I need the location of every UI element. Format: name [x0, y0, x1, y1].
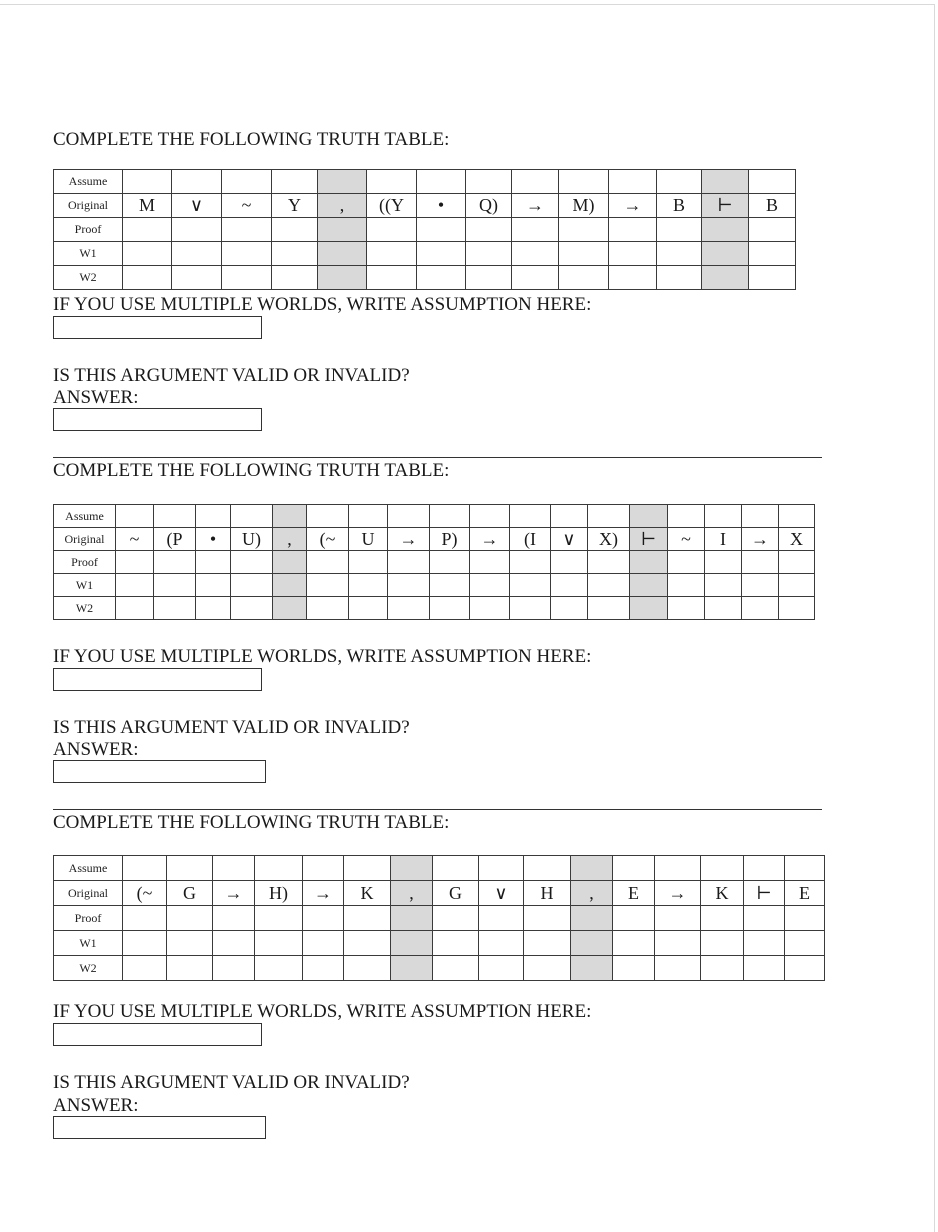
- formula-symbol: Q): [466, 194, 512, 218]
- truth-value-cell[interactable]: [154, 597, 196, 620]
- truth-value-cell[interactable]: [167, 931, 213, 956]
- truth-value-cell[interactable]: [303, 956, 344, 981]
- truth-value-cell[interactable]: [123, 242, 172, 266]
- truth-value-cell[interactable]: [613, 906, 655, 931]
- truth-value-cell[interactable]: [430, 505, 470, 528]
- truth-value-cell[interactable]: [123, 906, 167, 931]
- truth-value-cell[interactable]: [559, 242, 609, 266]
- truth-value-cell[interactable]: [655, 906, 701, 931]
- truth-value-cell[interactable]: [744, 931, 785, 956]
- truth-value-cell[interactable]: [559, 266, 609, 290]
- truth-value-cell[interactable]: [255, 956, 303, 981]
- truth-value-cell[interactable]: [512, 242, 559, 266]
- truth-value-cell[interactable]: [430, 574, 470, 597]
- truth-value-cell[interactable]: [559, 170, 609, 194]
- truth-table-2: [53, 504, 815, 620]
- truth-value-cell[interactable]: [388, 505, 430, 528]
- problem-1-assumption-box[interactable]: [53, 316, 262, 339]
- formula-symbol: E: [785, 881, 825, 906]
- truth-value-cell: [702, 218, 749, 242]
- truth-value-cell[interactable]: [551, 551, 588, 574]
- formula-symbol: M): [559, 194, 609, 218]
- problem-2-multiple-worlds-prompt: IF YOU USE MULTIPLE WORLDS, WRITE ASSUMPTION HERE:: [53, 646, 592, 667]
- truth-table-row-w1: [54, 242, 796, 266]
- truth-value-cell[interactable]: [749, 170, 796, 194]
- truth-value-cell[interactable]: [668, 505, 705, 528]
- formula-symbol: G: [433, 881, 479, 906]
- truth-value-cell: [630, 551, 668, 574]
- row-label: W1: [54, 931, 123, 956]
- truth-value-cell[interactable]: [609, 170, 657, 194]
- truth-value-cell[interactable]: [272, 242, 318, 266]
- formula-symbol: G: [167, 881, 213, 906]
- truth-value-cell[interactable]: [657, 170, 702, 194]
- problem-2-assumption-box[interactable]: [53, 668, 262, 691]
- formula-symbol: K: [344, 881, 391, 906]
- truth-value-cell[interactable]: [196, 574, 231, 597]
- truth-value-cell[interactable]: [588, 597, 630, 620]
- formula-symbol: M: [123, 194, 172, 218]
- row-label: Proof: [54, 906, 123, 931]
- truth-value-cell: [318, 170, 367, 194]
- truth-value-cell[interactable]: [613, 856, 655, 881]
- formula-symbol: U): [231, 528, 273, 551]
- problem-3-multiple-worlds-prompt: IF YOU USE MULTIPLE WORLDS, WRITE ASSUMPTION HERE:: [53, 1001, 592, 1022]
- formula-symbol: K: [701, 881, 744, 906]
- truth-value-cell: [571, 856, 613, 881]
- truth-value-cell[interactable]: [512, 170, 559, 194]
- truth-value-cell[interactable]: [705, 551, 742, 574]
- truth-value-cell[interactable]: [744, 856, 785, 881]
- formula-symbol: X): [588, 528, 630, 551]
- truth-value-cell: [391, 906, 433, 931]
- truth-value-cell[interactable]: [470, 597, 510, 620]
- row-label: W2: [54, 956, 123, 981]
- truth-table-row-proof: [54, 551, 815, 574]
- truth-value-cell[interactable]: [255, 856, 303, 881]
- problem-3-heading: COMPLETE THE FOLLOWING TRUTH TABLE:: [53, 812, 450, 833]
- truth-value-cell[interactable]: [657, 266, 702, 290]
- truth-value-cell[interactable]: [479, 956, 524, 981]
- truth-value-cell[interactable]: [222, 218, 272, 242]
- truth-value-cell: [571, 931, 613, 956]
- truth-value-cell[interactable]: [344, 956, 391, 981]
- truth-value-cell[interactable]: [551, 597, 588, 620]
- formula-symbol: B: [749, 194, 796, 218]
- truth-value-cell[interactable]: [510, 505, 551, 528]
- truth-value-cell[interactable]: [785, 931, 825, 956]
- truth-value-cell: [391, 956, 433, 981]
- row-label: W2: [54, 597, 116, 620]
- truth-value-cell[interactable]: [742, 597, 779, 620]
- truth-value-cell: [571, 956, 613, 981]
- truth-value-cell[interactable]: [701, 931, 744, 956]
- truth-value-cell[interactable]: [524, 906, 571, 931]
- truth-value-cell[interactable]: [388, 597, 430, 620]
- formula-symbol: ~: [222, 194, 272, 218]
- formula-symbol: ∨: [551, 528, 588, 551]
- truth-value-cell[interactable]: [272, 266, 318, 290]
- truth-value-cell[interactable]: [231, 505, 273, 528]
- truth-value-cell[interactable]: [417, 266, 466, 290]
- truth-value-cell[interactable]: [470, 505, 510, 528]
- formula-symbol: H): [255, 881, 303, 906]
- truth-value-cell[interactable]: [701, 906, 744, 931]
- truth-value-cell[interactable]: [123, 218, 172, 242]
- truth-value-cell[interactable]: [123, 266, 172, 290]
- formula-symbol: •: [417, 194, 466, 218]
- truth-value-cell[interactable]: [466, 242, 512, 266]
- truth-value-cell[interactable]: [344, 856, 391, 881]
- truth-value-cell[interactable]: [272, 218, 318, 242]
- formula-symbol: (P: [154, 528, 196, 551]
- row-label: W1: [54, 574, 116, 597]
- truth-value-cell[interactable]: [749, 242, 796, 266]
- truth-value-cell[interactable]: [479, 931, 524, 956]
- truth-value-cell[interactable]: [349, 597, 388, 620]
- truth-value-cell[interactable]: [172, 170, 222, 194]
- truth-value-cell[interactable]: [154, 574, 196, 597]
- truth-value-cell[interactable]: [613, 956, 655, 981]
- truth-table-row-w2: [54, 956, 825, 981]
- row-label: Original: [54, 528, 116, 551]
- truth-value-cell[interactable]: [588, 505, 630, 528]
- formula-symbol: (~: [123, 881, 167, 906]
- row-label: Assume: [54, 170, 123, 194]
- truth-value-cell[interactable]: [272, 170, 318, 194]
- truth-table-row-w2: [54, 597, 815, 620]
- truth-value-cell: [571, 906, 613, 931]
- truth-table-row-original: [54, 528, 815, 551]
- truth-value-cell[interactable]: [213, 906, 255, 931]
- truth-value-cell[interactable]: [116, 574, 154, 597]
- truth-value-cell[interactable]: [116, 505, 154, 528]
- formula-symbol: ,: [273, 528, 307, 551]
- truth-value-cell[interactable]: [123, 956, 167, 981]
- truth-value-cell[interactable]: [701, 956, 744, 981]
- truth-table-row-original: [54, 881, 825, 906]
- formula-symbol: ,: [571, 881, 613, 906]
- truth-value-cell[interactable]: [123, 170, 172, 194]
- truth-value-cell[interactable]: [307, 597, 349, 620]
- truth-value-cell[interactable]: [430, 551, 470, 574]
- truth-value-cell[interactable]: [430, 597, 470, 620]
- truth-value-cell[interactable]: [433, 906, 479, 931]
- truth-value-cell[interactable]: [255, 931, 303, 956]
- truth-table-row-assume: [54, 505, 815, 528]
- formula-symbol: P): [430, 528, 470, 551]
- row-label: Assume: [54, 856, 123, 881]
- formula-symbol: ,: [318, 194, 367, 218]
- formula-symbol: H: [524, 881, 571, 906]
- truth-value-cell: [318, 266, 367, 290]
- truth-value-cell[interactable]: [196, 597, 231, 620]
- formula-symbol: (I: [510, 528, 551, 551]
- formula-symbol: →: [742, 528, 779, 551]
- truth-value-cell[interactable]: [344, 906, 391, 931]
- problem-3-validity-question: IS THIS ARGUMENT VALID OR INVALID?: [53, 1072, 410, 1093]
- truth-value-cell[interactable]: [349, 551, 388, 574]
- truth-value-cell[interactable]: [744, 956, 785, 981]
- truth-value-cell[interactable]: [559, 218, 609, 242]
- truth-value-cell[interactable]: [613, 931, 655, 956]
- truth-value-cell[interactable]: [172, 218, 222, 242]
- truth-value-cell[interactable]: [588, 574, 630, 597]
- truth-value-cell: [273, 574, 307, 597]
- truth-value-cell[interactable]: [367, 218, 417, 242]
- formula-symbol: ~: [116, 528, 154, 551]
- truth-table-1: [53, 169, 796, 290]
- truth-value-cell[interactable]: [367, 170, 417, 194]
- truth-value-cell[interactable]: [705, 597, 742, 620]
- truth-value-cell: [273, 597, 307, 620]
- truth-table-row-w1: [54, 931, 825, 956]
- formula-symbol: X: [779, 528, 815, 551]
- truth-value-cell[interactable]: [349, 574, 388, 597]
- truth-value-cell[interactable]: [609, 242, 657, 266]
- problem-1-heading: COMPLETE THE FOLLOWING TRUTH TABLE:: [53, 129, 450, 150]
- truth-value-cell: [630, 505, 668, 528]
- formula-symbol: →: [213, 881, 255, 906]
- truth-value-cell[interactable]: [116, 551, 154, 574]
- truth-value-cell[interactable]: [466, 266, 512, 290]
- truth-table-row-w1: [54, 574, 815, 597]
- truth-value-cell[interactable]: [307, 551, 349, 574]
- row-label: W2: [54, 266, 123, 290]
- truth-value-cell[interactable]: [388, 551, 430, 574]
- truth-value-cell[interactable]: [779, 574, 815, 597]
- truth-value-cell[interactable]: [742, 574, 779, 597]
- truth-value-cell[interactable]: [785, 906, 825, 931]
- truth-value-cell[interactable]: [222, 242, 272, 266]
- truth-value-cell[interactable]: [510, 574, 551, 597]
- truth-value-cell[interactable]: [779, 597, 815, 620]
- formula-symbol: ~: [668, 528, 705, 551]
- truth-value-cell[interactable]: [154, 551, 196, 574]
- truth-value-cell[interactable]: [512, 266, 559, 290]
- formula-symbol: →: [388, 528, 430, 551]
- truth-table-row-original: [54, 194, 796, 218]
- formula-symbol: ⊢: [630, 528, 668, 551]
- problem-3-answer-box[interactable]: [53, 1116, 266, 1139]
- row-label: Original: [54, 881, 123, 906]
- truth-value-cell[interactable]: [470, 551, 510, 574]
- truth-value-cell: [630, 574, 668, 597]
- section-divider: [53, 457, 822, 458]
- truth-value-cell[interactable]: [172, 266, 222, 290]
- truth-value-cell[interactable]: [417, 218, 466, 242]
- truth-table-row-proof: [54, 906, 825, 931]
- truth-value-cell[interactable]: [303, 906, 344, 931]
- formula-symbol: •: [196, 528, 231, 551]
- formula-symbol: ,: [391, 881, 433, 906]
- formula-symbol: →: [655, 881, 701, 906]
- formula-symbol: B: [657, 194, 702, 218]
- truth-value-cell[interactable]: [524, 956, 571, 981]
- truth-value-cell[interactable]: [779, 505, 815, 528]
- worksheet-page: [0, 4, 935, 1232]
- formula-symbol: ⊢: [744, 881, 785, 906]
- truth-value-cell[interactable]: [479, 906, 524, 931]
- truth-value-cell[interactable]: [609, 266, 657, 290]
- truth-value-cell[interactable]: [512, 218, 559, 242]
- row-label: Original: [54, 194, 123, 218]
- truth-value-cell[interactable]: [154, 505, 196, 528]
- formula-symbol: U: [349, 528, 388, 551]
- truth-value-cell[interactable]: [231, 574, 273, 597]
- problem-2-validity-question: IS THIS ARGUMENT VALID OR INVALID?: [53, 717, 410, 738]
- truth-value-cell[interactable]: [701, 856, 744, 881]
- problem-3-answer-label: ANSWER:: [53, 1095, 139, 1116]
- truth-value-cell[interactable]: [417, 242, 466, 266]
- truth-value-cell[interactable]: [307, 505, 349, 528]
- truth-table-3: [53, 855, 825, 981]
- truth-value-cell[interactable]: [655, 856, 701, 881]
- truth-value-cell: [702, 266, 749, 290]
- truth-value-cell: [702, 170, 749, 194]
- problem-3-assumption-box[interactable]: [53, 1023, 262, 1046]
- problem-1-answer-label: ANSWER:: [53, 387, 139, 408]
- truth-value-cell[interactable]: [417, 170, 466, 194]
- truth-value-cell[interactable]: [668, 574, 705, 597]
- formula-symbol: →: [609, 194, 657, 218]
- truth-value-cell[interactable]: [344, 931, 391, 956]
- truth-value-cell[interactable]: [213, 856, 255, 881]
- formula-symbol: ∨: [479, 881, 524, 906]
- truth-value-cell[interactable]: [668, 551, 705, 574]
- problem-2-answer-box[interactable]: [53, 760, 266, 783]
- truth-value-cell[interactable]: [367, 242, 417, 266]
- truth-value-cell: [318, 242, 367, 266]
- truth-value-cell[interactable]: [167, 906, 213, 931]
- truth-value-cell[interactable]: [307, 574, 349, 597]
- formula-symbol: →: [512, 194, 559, 218]
- truth-value-cell[interactable]: [705, 574, 742, 597]
- formula-symbol: E: [613, 881, 655, 906]
- formula-symbol: Y: [272, 194, 318, 218]
- row-label: Assume: [54, 505, 116, 528]
- truth-value-cell[interactable]: [231, 551, 273, 574]
- truth-value-cell[interactable]: [388, 574, 430, 597]
- truth-value-cell[interactable]: [779, 551, 815, 574]
- truth-value-cell[interactable]: [433, 956, 479, 981]
- truth-value-cell[interactable]: [655, 956, 701, 981]
- truth-table-row-assume: [54, 856, 825, 881]
- truth-value-cell[interactable]: [303, 856, 344, 881]
- truth-value-cell: [630, 597, 668, 620]
- truth-value-cell[interactable]: [470, 574, 510, 597]
- problem-1-answer-box[interactable]: [53, 408, 262, 431]
- truth-value-cell[interactable]: [196, 505, 231, 528]
- truth-value-cell[interactable]: [657, 242, 702, 266]
- row-label: W1: [54, 242, 123, 266]
- truth-value-cell: [391, 856, 433, 881]
- section-divider: [53, 809, 822, 810]
- formula-symbol: ∨: [172, 194, 222, 218]
- row-label: Proof: [54, 218, 123, 242]
- truth-value-cell[interactable]: [116, 597, 154, 620]
- truth-value-cell[interactable]: [524, 931, 571, 956]
- truth-value-cell[interactable]: [749, 218, 796, 242]
- truth-value-cell[interactable]: [196, 551, 231, 574]
- truth-value-cell[interactable]: [222, 266, 272, 290]
- truth-value-cell[interactable]: [167, 956, 213, 981]
- truth-value-cell[interactable]: [213, 931, 255, 956]
- truth-value-cell: [273, 551, 307, 574]
- truth-value-cell[interactable]: [551, 505, 588, 528]
- truth-table-row-assume: [54, 170, 796, 194]
- truth-value-cell[interactable]: [742, 505, 779, 528]
- truth-value-cell[interactable]: [433, 931, 479, 956]
- truth-value-cell[interactable]: [657, 218, 702, 242]
- truth-value-cell[interactable]: [213, 956, 255, 981]
- formula-symbol: I: [705, 528, 742, 551]
- truth-value-cell[interactable]: [303, 931, 344, 956]
- truth-value-cell: [391, 931, 433, 956]
- truth-value-cell[interactable]: [222, 170, 272, 194]
- formula-symbol: ((Y: [367, 194, 417, 218]
- truth-value-cell[interactable]: [524, 856, 571, 881]
- problem-2-answer-label: ANSWER:: [53, 739, 139, 760]
- truth-value-cell[interactable]: [609, 218, 657, 242]
- truth-value-cell[interactable]: [123, 856, 167, 881]
- truth-value-cell[interactable]: [510, 551, 551, 574]
- truth-value-cell[interactable]: [785, 856, 825, 881]
- truth-value-cell: [318, 218, 367, 242]
- truth-value-cell[interactable]: [466, 218, 512, 242]
- truth-value-cell[interactable]: [167, 856, 213, 881]
- truth-value-cell[interactable]: [744, 906, 785, 931]
- truth-value-cell[interactable]: [231, 597, 273, 620]
- formula-symbol: ⊢: [702, 194, 749, 218]
- problem-1-validity-question: IS THIS ARGUMENT VALID OR INVALID?: [53, 365, 410, 386]
- truth-value-cell[interactable]: [749, 266, 796, 290]
- truth-value-cell[interactable]: [466, 170, 512, 194]
- row-label: Proof: [54, 551, 116, 574]
- truth-value-cell[interactable]: [433, 856, 479, 881]
- formula-symbol: (~: [307, 528, 349, 551]
- truth-value-cell[interactable]: [785, 956, 825, 981]
- truth-table-row-proof: [54, 218, 796, 242]
- truth-value-cell[interactable]: [551, 574, 588, 597]
- truth-value-cell[interactable]: [705, 505, 742, 528]
- problem-2-heading: COMPLETE THE FOLLOWING TRUTH TABLE:: [53, 460, 450, 481]
- truth-value-cell[interactable]: [172, 242, 222, 266]
- truth-value-cell[interactable]: [479, 856, 524, 881]
- truth-value-cell: [702, 242, 749, 266]
- truth-value-cell: [273, 505, 307, 528]
- truth-value-cell[interactable]: [668, 597, 705, 620]
- truth-value-cell[interactable]: [255, 906, 303, 931]
- formula-symbol: →: [303, 881, 344, 906]
- truth-table-row-w2: [54, 266, 796, 290]
- truth-value-cell[interactable]: [510, 597, 551, 620]
- truth-value-cell[interactable]: [655, 931, 701, 956]
- truth-value-cell[interactable]: [742, 551, 779, 574]
- truth-value-cell[interactable]: [367, 266, 417, 290]
- formula-symbol: →: [470, 528, 510, 551]
- problem-1-multiple-worlds-prompt: IF YOU USE MULTIPLE WORLDS, WRITE ASSUMPTION HERE:: [53, 294, 592, 315]
- truth-value-cell[interactable]: [588, 551, 630, 574]
- truth-value-cell[interactable]: [123, 931, 167, 956]
- truth-value-cell[interactable]: [349, 505, 388, 528]
